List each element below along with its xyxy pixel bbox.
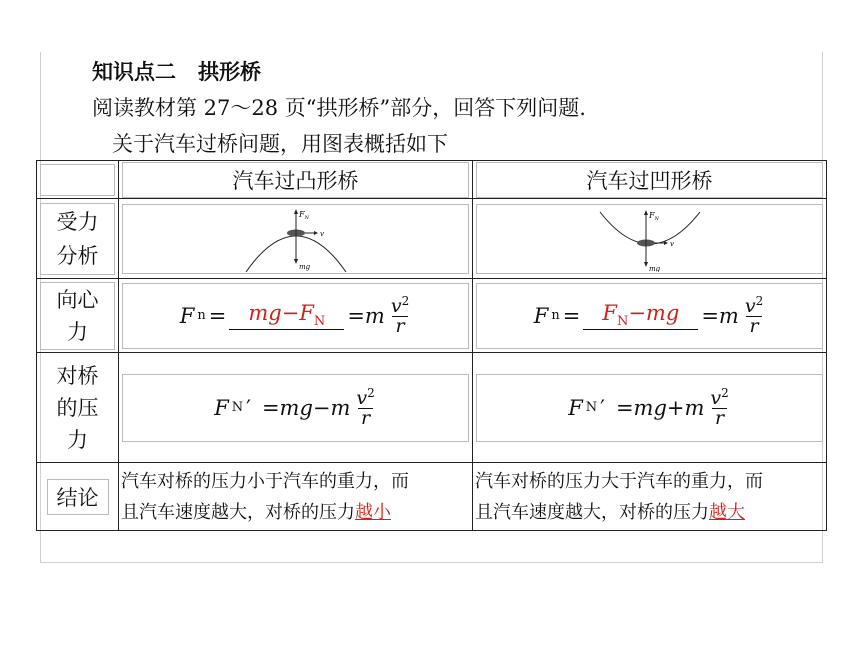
heading-part1: 知识点二	[92, 60, 176, 84]
svg-text:mg: mg	[648, 264, 660, 272]
cell-convex-diagram	[119, 199, 473, 279]
cell-convex-conclusion: 汽车对桥的压力小于汽车的重力，而 且汽车速度越大，对桥的压力越小	[119, 463, 473, 531]
table-header-row	[37, 161, 827, 199]
row-pressure	[37, 353, 827, 463]
svg-text:v: v	[319, 229, 324, 238]
concave-bridge-diagram	[590, 206, 710, 272]
answer-concave-conclusion: 越大	[709, 501, 745, 523]
fraction-v2-r: $\frac{v^2}{r}$	[390, 294, 410, 337]
row-conclusion	[37, 463, 827, 531]
svg-text:v: v	[669, 239, 674, 248]
cell-convex-pressure: F N ′ =mg−m $\frac{v^2}{r}$	[119, 353, 473, 463]
section-heading	[92, 56, 261, 86]
intro-text: 阅读教材第 27～28 页“拱形桥”部分，回答下列问题.	[92, 96, 586, 120]
heading-part2: 拱形桥	[198, 60, 261, 84]
cell-concave-diagram	[473, 199, 827, 279]
label-centripetal: 向心 力	[37, 279, 119, 353]
row-centripetal	[37, 279, 827, 353]
header-convex: 汽车过凸形桥	[119, 161, 473, 199]
header-corner	[37, 161, 119, 199]
header-concave: 汽车过凹形桥	[473, 161, 827, 199]
row-force-analysis	[37, 199, 827, 279]
label-force-analysis: 受力 分析	[37, 199, 119, 279]
cell-concave-pressure: F N ′ =mg+m $\frac{v^2}{r}$	[473, 353, 827, 463]
svg-text:FN: $F_N$	[648, 210, 659, 222]
bridge-comparison-table	[36, 160, 827, 531]
fraction-v2-r: $\frac{v^2}{r}$	[744, 294, 764, 337]
label-conclusion: 结论	[37, 463, 119, 531]
fraction-v2-r: $\frac{v^2}{r}$	[710, 386, 729, 429]
answer-concave-centripetal: $F_N-mg$	[583, 301, 698, 330]
svg-text:FN: $F_N$	[298, 209, 309, 221]
convex-bridge-diagram	[236, 206, 356, 272]
cell-convex-centripetal: F n = $mg-F_N$ =m $\frac{v^2}{r}$	[119, 279, 473, 353]
fraction-v2-r: $\frac{v^2}{r}$	[356, 386, 375, 429]
svg-text:mg: mg	[298, 262, 310, 271]
cell-concave-centripetal: F n = $F_N-mg$ =m $\frac{v^2}{r}$	[473, 279, 827, 353]
frame-bottom	[40, 562, 823, 563]
subintro-text: 关于汽车过桥问题，用图表概括如下	[112, 132, 448, 156]
answer-convex-centripetal: $mg-F_N$	[229, 301, 344, 330]
cell-concave-conclusion: 汽车对桥的压力大于汽车的重力，而 且汽车速度越大，对桥的压力越大	[473, 463, 827, 531]
label-pressure: 对桥 的压 力	[37, 353, 119, 463]
answer-convex-conclusion: 越小	[355, 501, 391, 523]
